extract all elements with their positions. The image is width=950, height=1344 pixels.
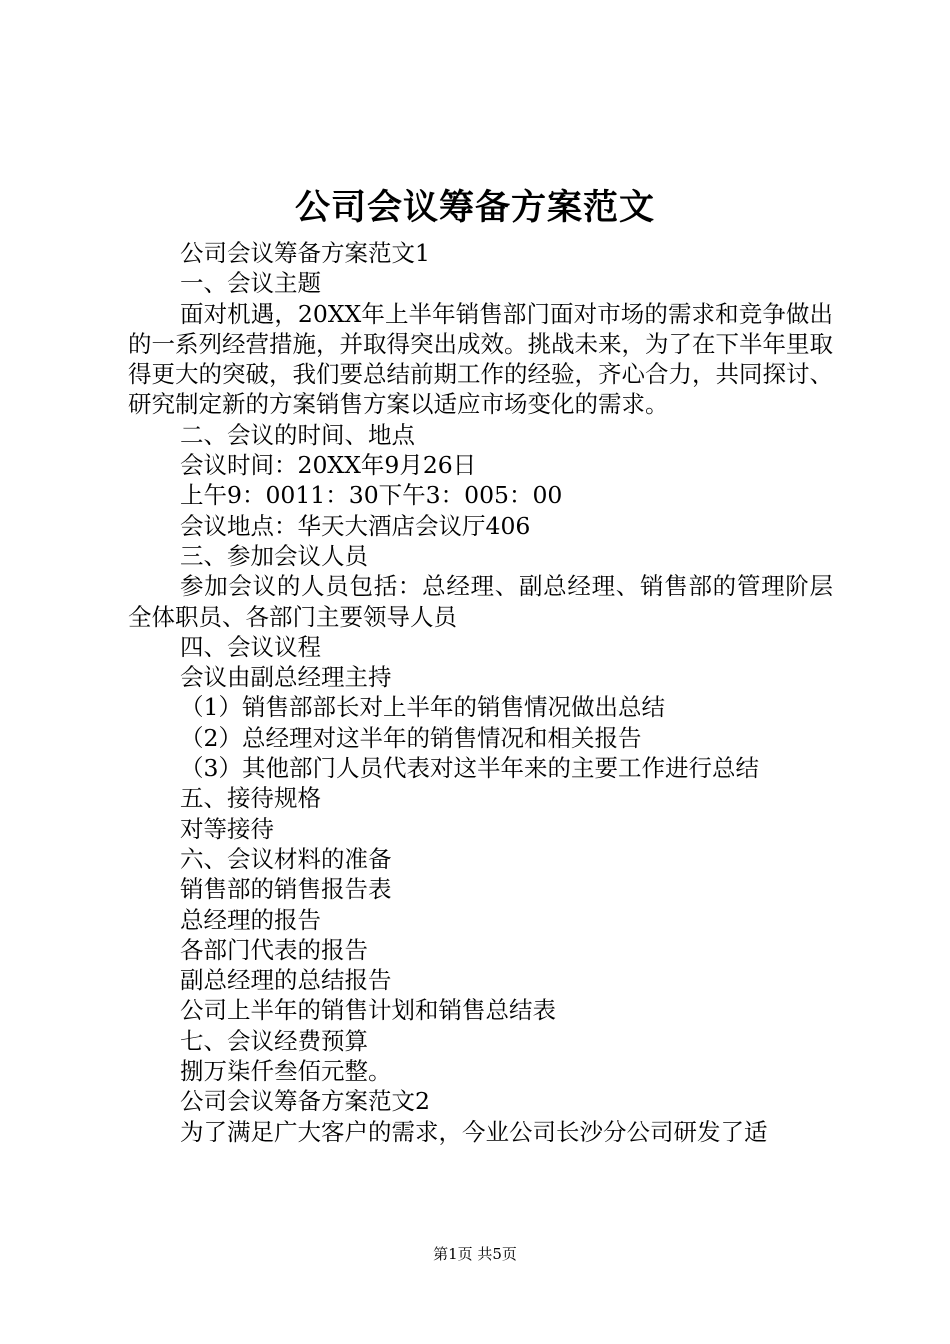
document-title: 公司会议筹备方案范文	[294, 187, 655, 228]
paragraph: 参加会议的人员包括：总经理、副总经理、销售部的管理阶层全体职员、各部门主要领导人员	[128, 572, 833, 631]
paragraph: 会议地点：华天大酒店会议厅406	[180, 511, 531, 540]
paragraph: 会议由副总经理主持	[180, 663, 392, 692]
paragraph: 公司会议筹备方案范文2	[180, 1087, 430, 1116]
paragraph: 副总经理的总结报告	[180, 966, 392, 995]
page-footer: 第1页 共5页	[433, 1245, 517, 1263]
paragraph: 六、会议材料的准备	[180, 844, 392, 873]
paragraph: 各部门代表的报告	[180, 935, 368, 964]
paragraph: 公司上半年的销售计划和销售总结表	[180, 996, 556, 1025]
paragraph: 会议时间：20XX年9月26日	[180, 451, 477, 480]
paragraph: 上午9：0011：30下午3：005：00	[180, 481, 563, 510]
paragraph: （2）总经理对这半年的销售情况和相关报告	[180, 723, 642, 752]
paragraph: （3）其他部门人员代表对这半年来的主要工作进行总结	[180, 754, 759, 783]
paragraph: 总经理的报告	[180, 905, 321, 934]
paragraph: 公司会议筹备方案范文1	[180, 239, 430, 267]
document-body	[128, 238, 833, 1147]
paragraph: 四、会议议程	[180, 632, 321, 661]
paragraph: 面对机遇，20XX年上半年销售部门面对市场的需求和竞争做出的一系列经营措施，并取得突出成效。挑战未来，为了在下半年里取得更大的突破，我们要总结前期工作的经验，齐心合力，共同探讨、研究制定新的方案销售方案以适应市场变化的需求。	[128, 299, 833, 419]
paragraph: 为了满足广大客户的需求，今业公司长沙分公司研发了适	[180, 1117, 768, 1146]
paragraph: 七、会议经费预算	[180, 1026, 368, 1055]
paragraph: 销售部的销售报告表	[180, 875, 392, 904]
paragraph: 捌万柒仟叁佰元整。	[180, 1057, 392, 1086]
paragraph: 一、会议主题	[180, 269, 321, 298]
paragraph: 三、参加会议人员	[180, 541, 368, 570]
paragraph: 二、会议的时间、地点	[180, 420, 415, 449]
paragraph: 对等接待	[180, 814, 274, 843]
paragraph: （1）销售部部长对上半年的销售情况做出总结	[180, 693, 665, 722]
paragraph: 五、接待规格	[180, 784, 321, 813]
